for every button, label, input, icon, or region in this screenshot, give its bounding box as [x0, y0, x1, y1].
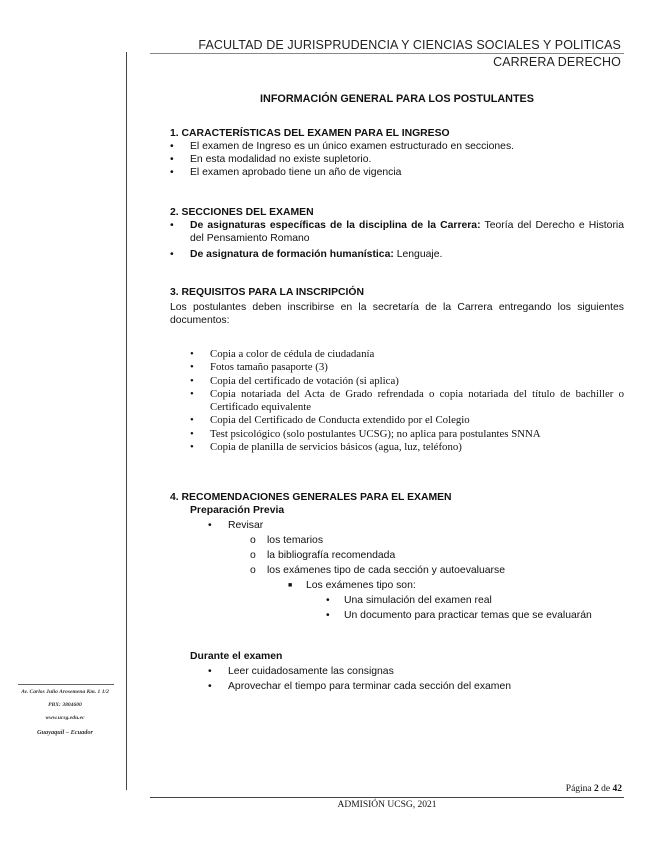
- section-4-heading: 4. RECOMENDACIONES GENERALES PARA EL EXAMEN: [170, 492, 452, 503]
- documents-list-block: [190, 348, 624, 454]
- total-pages: 42: [612, 784, 622, 794]
- page-label: Página: [565, 784, 595, 794]
- list-item: • Copia notariada del Acta de Grado refrendada o copia notariada del título de bachiller o Certificado equivalente: [190, 388, 624, 415]
- item-bold: De asignaturas específicas de la disciplina de la Carrera:: [190, 220, 481, 231]
- tipo-subitem: [170, 594, 624, 607]
- circle-bullet-icon: o: [250, 565, 256, 576]
- item-text: Teoría del Derecho e Historia del Pensamiento Romano: [190, 220, 624, 244]
- section-3-heading: 3. REQUISITOS PARA LA INSCRIPCIÓN: [170, 287, 364, 298]
- list-item: • El examen aprobado tiene un año de vigencia: [170, 166, 624, 179]
- section-3: [170, 286, 624, 327]
- sub-item-label: los temarios: [267, 535, 324, 546]
- sub-item: [170, 549, 624, 562]
- section-2-heading: 2. SECCIONES DEL EXAMEN: [170, 207, 314, 218]
- documents-list: [190, 348, 624, 454]
- bullet-icon: •: [208, 681, 212, 692]
- square-bullet-icon: ■: [288, 582, 293, 589]
- section-1: [170, 127, 624, 179]
- bullet-icon: •: [208, 666, 212, 677]
- during-item-label: Aprovechar el tiempo para terminar cada sección del examen: [228, 681, 512, 692]
- footer-admission: ADMISIÓN UCSG, 2021: [337, 800, 437, 810]
- tipo-subitem-label: Una simulación del examen real: [344, 595, 492, 606]
- list-item: • Copia a color de cédula de ciudadanía: [190, 348, 624, 361]
- list-item: • Copia del certificado de votación (si aplica): [190, 375, 624, 388]
- during-heading: Durante el examen: [190, 651, 283, 662]
- list-item: • En esta modalidad no existe supletorio.: [170, 153, 624, 166]
- page-number: [566, 784, 622, 794]
- sub-item-label: la bibliografía recomendada: [267, 550, 396, 561]
- sidebar-rule: [18, 684, 114, 685]
- footer-rule: [150, 797, 624, 798]
- sidebar-city: Guayaquil – Ecuador: [37, 729, 93, 736]
- section-1-list: [170, 140, 624, 179]
- sub-item-label: los exámenes tipo de cada sección y autoevaluarse: [267, 565, 505, 576]
- section-1-heading: 1. CARACTERÍSTICAS DEL EXAMEN PARA EL INGRESO: [170, 128, 450, 139]
- career-header: CARRERA DERECHO: [493, 55, 621, 69]
- list-item: • Copia del Certificado de Conducta extendido por el Colegio: [190, 414, 624, 427]
- preparation-heading: Preparación Previa: [190, 505, 285, 516]
- list-item: [170, 219, 624, 245]
- tipo-subitem: [170, 609, 624, 622]
- section-2-list: [170, 219, 624, 261]
- list-item: • Test psicológico (solo postulantes UCSG); no aplica para postulantes SNNA: [190, 428, 624, 441]
- header-rule: [150, 53, 624, 54]
- list-item: • Copia de planilla de servicios básicos (agua, luz, teléfono): [190, 441, 624, 454]
- list-item: • Fotos tamaño pasaporte (3): [190, 361, 624, 374]
- during-item: [170, 665, 624, 678]
- tipo-item: [170, 579, 624, 592]
- sidebar-web: www.ucsg.edu.ec: [45, 715, 85, 721]
- bullet-icon: •: [326, 595, 330, 606]
- during-item: [170, 680, 624, 693]
- sub-item: [170, 534, 624, 547]
- current-page: 2: [594, 784, 599, 794]
- tipo-label: Los exámenes tipo son:: [306, 580, 416, 591]
- revisar-item: [170, 519, 624, 532]
- circle-bullet-icon: o: [250, 535, 256, 546]
- circle-bullet-icon: o: [250, 550, 256, 561]
- tipo-subitem-label: Un documento para practicar temas que se evaluarán: [344, 610, 592, 621]
- during-item-label: Leer cuidadosamente las consignas: [228, 666, 394, 677]
- page-title: INFORMACIÓN GENERAL PARA LOS POSTULANTES: [260, 93, 534, 105]
- section-4: [170, 491, 624, 622]
- section-2: [170, 206, 624, 261]
- left-margin-rule: [126, 52, 127, 790]
- faculty-header: FACULTAD DE JURISPRUDENCIA Y CIENCIAS SOCIALES Y POLITICAS: [198, 38, 621, 52]
- sub-item: [170, 564, 624, 577]
- item-text: Lenguaje.: [393, 249, 443, 260]
- bullet-icon: •: [208, 520, 212, 531]
- list-item: [170, 248, 624, 261]
- sidebar-pbx: PBX: 3804600: [48, 702, 82, 708]
- during-exam: [170, 650, 624, 693]
- revisar-label: Revisar: [228, 520, 264, 531]
- list-item: • El examen de Ingreso es un único examen estructurado en secciones.: [170, 140, 624, 153]
- bullet-icon: •: [326, 610, 330, 621]
- sidebar-address: Av. Carlos Julio Arosemena Km. 1 1/2: [21, 689, 109, 695]
- item-bold: De asignatura de formación humanística:: [190, 249, 394, 260]
- page-of: de: [598, 784, 613, 794]
- section-3-intro: Los postulantes deben inscribirse en la secretaría de la Carrera entregando los siguientes documentos:: [170, 302, 624, 326]
